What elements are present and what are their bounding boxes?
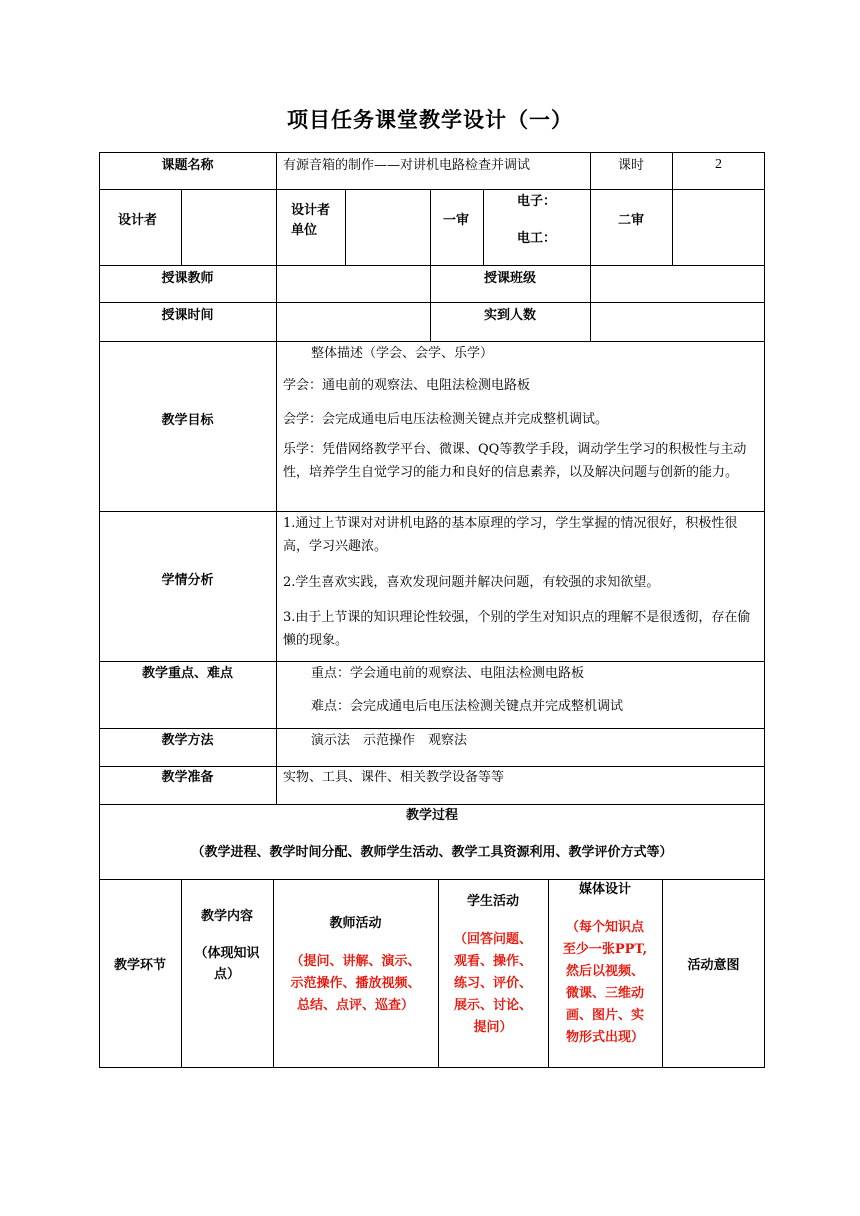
designer-unit-label-line1: 设计者 <box>291 203 331 218</box>
student-activity-note-line1: （回答问题、 <box>453 932 532 947</box>
student-activity-note-line4: 展示、讨论、 <box>453 998 532 1013</box>
media-design-note-line1: （每个知识点 <box>565 920 644 935</box>
row-divider <box>99 728 765 729</box>
designer-label: 设计者 <box>118 213 158 228</box>
process-subtitle: （教学进程、教学时间分配、教师学生活动、教学工具资源利用、教学评价方式等） <box>191 845 673 860</box>
intent-header: 活动意图 <box>687 958 740 973</box>
col-divider <box>181 189 182 265</box>
analysis-item-1: 1.通过上节课对对讲机电路的基本原理的学习，学生掌握的情况很好，积极性很高，学习兴趣浓。 <box>283 516 738 554</box>
col-divider <box>590 189 591 265</box>
time-label: 授课时间 <box>161 308 214 323</box>
row-divider <box>99 766 765 767</box>
objectives-enjoy: 乐学：凭借网络教学平台、微课、QQ等教学手段，调动学生学习的积极性与主动性，培养学生自觉学习的能力和良好的信息素养，以及解决问题与创新的能力。 <box>283 442 747 480</box>
col-divider <box>672 189 673 265</box>
stage-header: 教学环节 <box>113 958 166 973</box>
teacher-label: 授课教师 <box>161 271 214 286</box>
student-activity-header: 学生活动 <box>466 894 519 909</box>
analysis-item-3: 3.由于上节课的知识理论性较强，个别的学生对知识点的理解不是很透彻，存在偷懒的现象。 <box>283 610 751 648</box>
preparation-value: 实物、工具、课件、相关教学设备等等 <box>283 770 505 785</box>
col-divider <box>345 189 346 265</box>
preparation-label: 教学准备 <box>161 770 214 785</box>
col-divider <box>276 189 277 265</box>
student-activity-note-line5: 提问） <box>473 1020 513 1035</box>
objectives-can-learn: 会学：会完成通电后电压法检测关键点并完成整机调试。 <box>283 412 609 427</box>
keypoints-key: 重点：学会通电前的观察法、电阻法检测电路板 <box>311 666 585 681</box>
col-divider <box>483 189 484 265</box>
topic-label: 课题名称 <box>161 158 214 173</box>
media-design-note-line5: 画、图片、实 <box>565 1008 644 1023</box>
content-note-line2: 点） <box>213 967 240 982</box>
electrician-label: 电工： <box>517 231 557 246</box>
objectives-learn: 学会：通电前的观察法、电阻法检测电路板 <box>283 378 531 393</box>
col-divider <box>276 152 277 189</box>
row-divider <box>99 341 765 342</box>
col-divider <box>590 265 591 341</box>
row-divider <box>99 265 765 266</box>
review2-label: 二审 <box>618 213 645 228</box>
objectives-label: 教学目标 <box>161 413 214 428</box>
media-design-note-line6: 物形式出现） <box>565 1030 644 1045</box>
teacher-activity-header: 教师活动 <box>329 916 382 931</box>
col-divider <box>430 189 431 265</box>
teacher-activity-note-line2: 示范操作、播放视频、 <box>290 976 421 991</box>
class-label: 授课班级 <box>483 271 536 286</box>
analysis-label: 学情分析 <box>161 573 214 588</box>
analysis-item-2: 2.学生喜欢实践，喜欢发现问题并解决问题，有较强的求知欲望。 <box>283 575 660 590</box>
content-note-line1: （体现知识 <box>194 946 260 961</box>
student-activity-note-line3: 练习、评价、 <box>453 976 532 991</box>
row-divider <box>99 302 765 303</box>
objectives-overview: 整体描述（学会、会学、乐学） <box>311 346 494 361</box>
attendance-label: 实到人数 <box>483 308 536 323</box>
designer-unit-label-line2: 单位 <box>291 223 318 238</box>
teacher-activity-note-line1: （提问、讲解、演示、 <box>290 954 421 969</box>
col-divider <box>276 341 277 804</box>
methods-label: 教学方法 <box>161 733 214 748</box>
review1-label: 一审 <box>443 213 470 228</box>
methods-value: 演示法 示范操作 观察法 <box>311 733 468 748</box>
row-divider <box>99 879 765 880</box>
document-title: 项目任务课堂教学设计（一） <box>287 108 573 132</box>
col-divider <box>273 879 274 1068</box>
row-divider <box>99 661 765 662</box>
hours-value: 2 <box>715 157 722 172</box>
keypoints-label: 教学重点、难点 <box>141 666 233 681</box>
topic-value: 有源音箱的制作——对讲机电路检查并调试 <box>283 158 531 173</box>
row-divider <box>99 189 765 190</box>
col-divider <box>276 265 277 341</box>
hours-label: 课时 <box>617 158 644 173</box>
media-design-note-line4: 微课、三维动 <box>565 986 644 1001</box>
student-activity-note-line2: 观看、操作、 <box>453 954 532 969</box>
keypoints-difficult: 难点：会完成通电后电压法检测关键点并完成整机调试 <box>311 699 624 714</box>
media-design-header: 媒体设计 <box>578 882 631 897</box>
row-divider <box>99 804 765 805</box>
media-design-note-line2: 至少一张PPT, <box>562 942 648 957</box>
process-title: 教学过程 <box>405 808 458 823</box>
content-header: 教学内容 <box>200 909 253 924</box>
teacher-activity-note-line3: 总结、点评、巡查） <box>296 998 414 1013</box>
media-design-note-line3: 然后以视频、 <box>565 964 644 979</box>
electronics-label: 电子： <box>517 194 557 209</box>
